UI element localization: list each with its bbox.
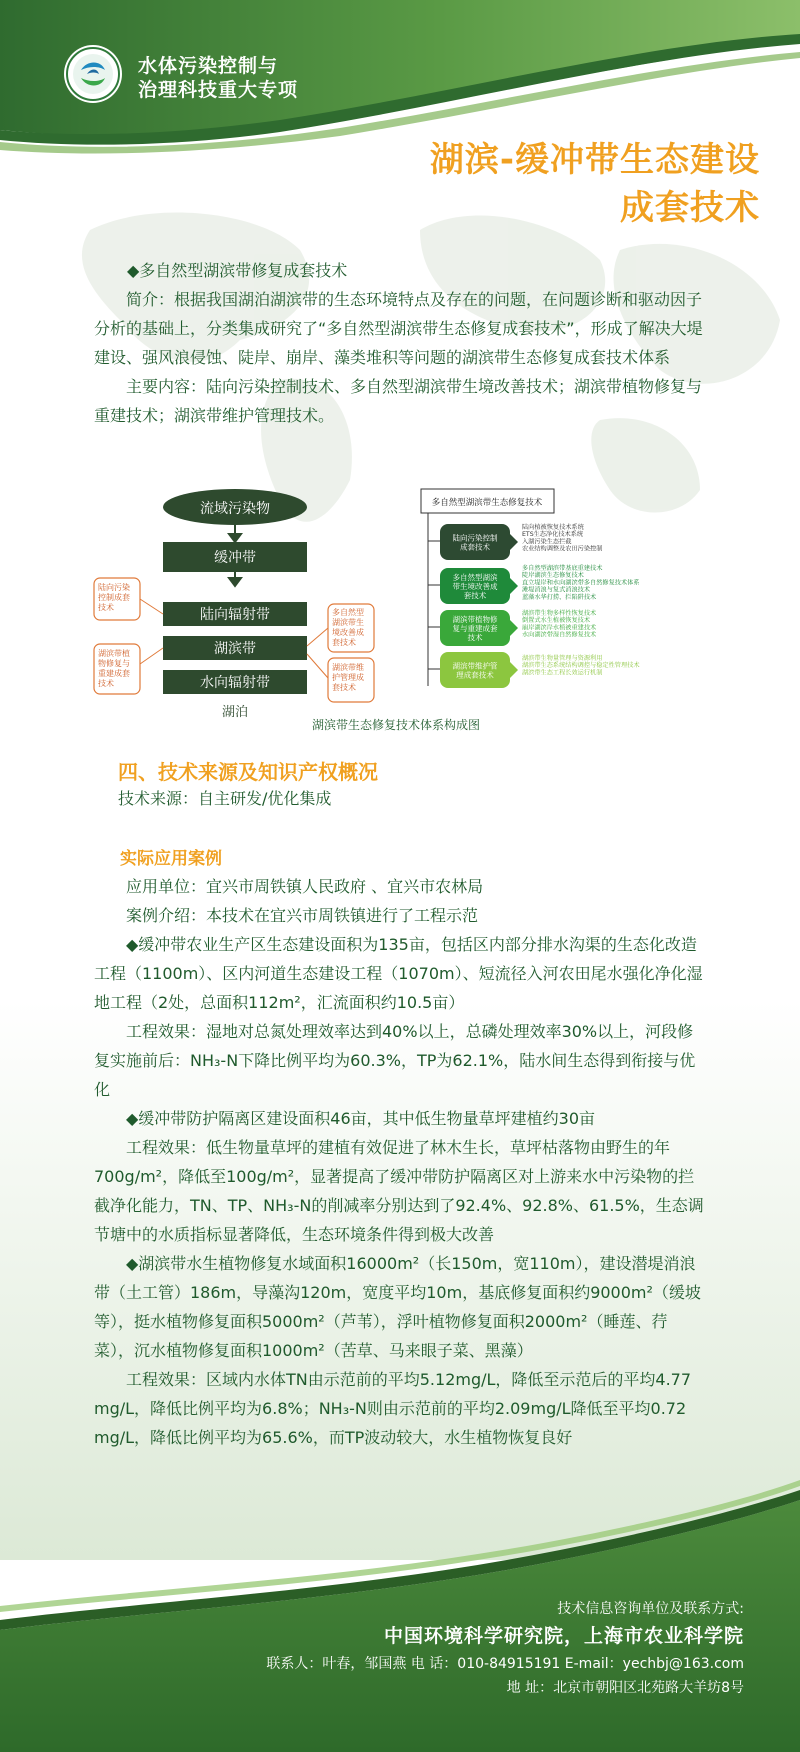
intro-bullet: ◆多自然型湖滨带修复成套技术 xyxy=(127,261,348,280)
title-line-1: 湖滨-缓冲带生态建设 xyxy=(429,140,760,180)
tree-item-detail: 陆向植被恢复技术系统 xyxy=(522,524,584,531)
tree-item-label: 复与重建成套 xyxy=(452,624,498,633)
tree-item-label: 套技术 xyxy=(463,591,487,600)
tree-item-label: 陆向污染控制 xyxy=(452,533,498,543)
svg-text:套技术: 套技术 xyxy=(332,638,356,647)
section-4 xyxy=(118,758,730,811)
tree-item-detail: 湖滨带生物多样性恢复技术 xyxy=(522,610,597,617)
svg-text:湖滨带维: 湖滨带维 xyxy=(332,663,364,672)
tree-item-label: 带生境改善成 xyxy=(452,582,498,591)
title-line-2: 成套技术 xyxy=(620,188,760,228)
section-4-heading: 四、技术来源及知识产权概况 xyxy=(118,760,378,784)
side-note-left-2 xyxy=(94,644,163,694)
svg-text:控制成套: 控制成套 xyxy=(98,593,130,602)
footer-label: 技术信息咨询单位及联系方式: xyxy=(557,1601,744,1617)
intro-summary: 简介：根据我国湖泊湖滨带的生态环境特点及存在的问题，在问题诊断和驱动因子分析的基础上，分类集成研究了“多自然型湖滨带生态修复成套技术”，形成了解决大堤建设、强风浪侵蚀、陡岸、崩岸、藻类堆积等问题的湖滨带生态修复成套技术体系 xyxy=(94,290,703,367)
tree-item-3 xyxy=(428,609,597,646)
cases-paragraph-3: ◆缓冲带防护隔离区建设面积46亩，其中低生物量草坪建植约30亩 xyxy=(126,1109,596,1128)
svg-text:物修复与: 物修复与 xyxy=(98,659,130,668)
flow-box-3-label: 湖滨带 xyxy=(214,641,256,657)
svg-text:重建成套: 重建成套 xyxy=(98,669,130,678)
tree-item-detail: 多自然型湖滨带基底重建技术 xyxy=(522,565,603,572)
cases-paragraph-6: 工程效果：区域内水体TN由示范前的平均5.12mg/L，降低至示范后的平均4.77 mg/L，降低比例平均为6.8%；NH₃-N则由示范前的平均2.09mg/L降低至平均0.72 mg/L，降低比例平均为65.6%，而TP波动较大，水生植物恢复良好 xyxy=(94,1370,692,1447)
flow-box-4-label: 水向辐射带 xyxy=(200,675,270,691)
tree-item-1 xyxy=(428,523,602,560)
flow-box-4 xyxy=(163,670,307,694)
tech-source: 技术来源：自主研发/优化集成 xyxy=(118,789,332,808)
header-line-2: 治理科技重大专项 xyxy=(138,79,299,101)
tree-item-label: 多自然型湖滨 xyxy=(452,573,498,582)
cases-paragraph-5: ◆湖滨带水生植物修复水域面积16000m²（长150m，宽110m），建设潜堤消浪带（土工管）186m，导藻沟120m，宽度平均10m，基底修复面积约9000m²（缓坡等），挺水植物修复面积5000m²（芦苇），浮叶植物修复面积2000m²（睡莲、荇菜），沉水植物修复面积1000m²（苦草、马来眼子菜、黑藻） xyxy=(94,1254,701,1360)
tree-item-label: 成套技术 xyxy=(460,542,490,552)
tree-item-label: 技术 xyxy=(467,633,483,642)
header-line-1: 水体污染控制与 xyxy=(138,55,279,77)
tree-item-detail: 倒置式水生植被恢复技术 xyxy=(522,617,591,625)
tree-item-4 xyxy=(428,652,640,688)
header-organization xyxy=(138,54,298,102)
cases-paragraph-2: 工程效果：湿地对总氮处理效率达到40%以上，总磷处理效率30%以上，河段修复实施前后：NH₃-N下降比例平均为60.3%，TP为62.1%，陆水间生态得到衔接与优化 xyxy=(94,1022,696,1099)
page-title xyxy=(430,136,760,232)
intro-section xyxy=(94,256,706,430)
tree-item-label: 理成套技术 xyxy=(456,670,494,680)
left-flow-diagram xyxy=(92,486,412,726)
svg-text:多自然型: 多自然型 xyxy=(332,608,364,617)
tree-item-detail: 崩岸湖滨岸水植被重建技术 xyxy=(522,624,597,632)
svg-text:套技术: 套技术 xyxy=(332,683,356,692)
tree-item-label: 湖滨带植物修 xyxy=(452,615,498,624)
flow-box-2-label: 陆向辐射带 xyxy=(200,607,270,623)
footer-address: 地 址：北京市朝阳区北苑路大羊坊8号 xyxy=(506,1680,744,1696)
svg-text:技术: 技术 xyxy=(98,679,114,688)
flow-bottom-label: 湖泊 xyxy=(221,705,249,720)
svg-text:技术: 技术 xyxy=(98,603,114,612)
side-note-right-2 xyxy=(307,654,374,702)
tree-item-detail: 湖滨带生态系统结构调控与稳定性管理技术 xyxy=(522,662,640,670)
footer-organization: 中国环境科学研究院，上海市农业科学院 xyxy=(383,1625,744,1647)
tree-item-detail: 蓝藻水华打捞、拦陷阱技术 xyxy=(522,593,597,601)
logo-emblem xyxy=(63,44,123,104)
flow-box-2 xyxy=(163,602,307,626)
flow-top-label: 流域污染物 xyxy=(200,501,270,517)
cases-heading: 实际应用案例 xyxy=(120,849,222,869)
flow-box-1 xyxy=(163,542,307,572)
cases-paragraph-4: 工程效果：低生物量草坪的建植有效促进了林木生长，草坪枯落物由野生的年700g/m²，降低至100g/m²，显著提高了缓冲带防护隔离区对上游来水中污染物的拦截净化能力，TN、TP、NH₃-N的削减率分别达到了92.4%、92.8%、61.5%，生态调节塘中的水质指标显著降低，生态环境条件得到极大改善 xyxy=(94,1138,704,1244)
side-note-right-1 xyxy=(307,604,374,652)
flow-box-1-label: 缓冲带 xyxy=(214,550,256,566)
cases-section xyxy=(94,846,706,1452)
flow-top-ellipse xyxy=(163,489,307,525)
tree-item-detail: 入湖污染生态拦截 xyxy=(522,538,572,546)
svg-text:境改善成: 境改善成 xyxy=(332,628,364,637)
tree-item-detail: 水向湖滨带湿自然修复技术 xyxy=(522,631,597,639)
svg-text:陆向污染: 陆向污染 xyxy=(98,583,130,592)
tree-item-detail: 湖滨带生物量管理与资源利用 xyxy=(522,655,603,662)
tree-item-detail: 滩堤消浪与复式消浪技术 xyxy=(522,586,591,594)
tree-item-label: 湖滨带维护管 xyxy=(452,661,498,671)
diagram-caption: 湖滨带生态修复技术体系构成图 xyxy=(312,718,481,732)
svg-text:湖滨带植: 湖滨带植 xyxy=(98,649,130,658)
tree-item-detail: 农业结构调整及农田污染控制 xyxy=(522,545,603,553)
intro-content: 主要内容：陆向污染控制技术、多自然型湖滨带生境改善技术；湖滨带植物修复与重建技术；湖滨带维护管理技术。 xyxy=(94,377,703,425)
flow-box-3 xyxy=(163,636,307,660)
footer-contact: 联系人：叶春，邹国燕 电 话：010-84915191 E-mail：yechbj@163.com xyxy=(266,1656,744,1672)
footer xyxy=(266,1598,744,1700)
tree-item-detail: ETS生态净化技术系统 xyxy=(522,531,584,539)
tree-item-detail: 陡岸湖滨生态修复技术 xyxy=(522,572,584,580)
svg-text:湖滨带生: 湖滨带生 xyxy=(332,618,364,627)
cases-intro: 案例介绍：本技术在宜兴市周铁镇进行了工程示范 xyxy=(126,906,479,925)
tree-item-detail: 直立堤岸和水向湖滨带多自然修复技术体系 xyxy=(522,579,640,587)
side-note-left-1 xyxy=(94,578,163,620)
tree-header: 多自然型湖滨带生态修复技术 xyxy=(431,498,543,508)
svg-text:护管理成: 护管理成 xyxy=(332,673,364,682)
cases-paragraph-1: ◆缓冲带农业生产区生态建设面积为135亩，包括区内部分排水沟渠的生态化改造工程（1100m）、区内河道生态建设工程（1070m）、短流径入河农田尾水强化净化湿地工程（2处，总面积112m²，汇流面积约10.5亩） xyxy=(94,935,703,1012)
tree-item-detail: 湖滨带生态工程长效运行机制 xyxy=(522,669,603,677)
tree-item-2 xyxy=(428,564,640,604)
right-tech-tree xyxy=(418,486,718,708)
cases-unit: 应用单位：宜兴市周铁镇人民政府 、宜兴市农林局 xyxy=(126,877,484,896)
